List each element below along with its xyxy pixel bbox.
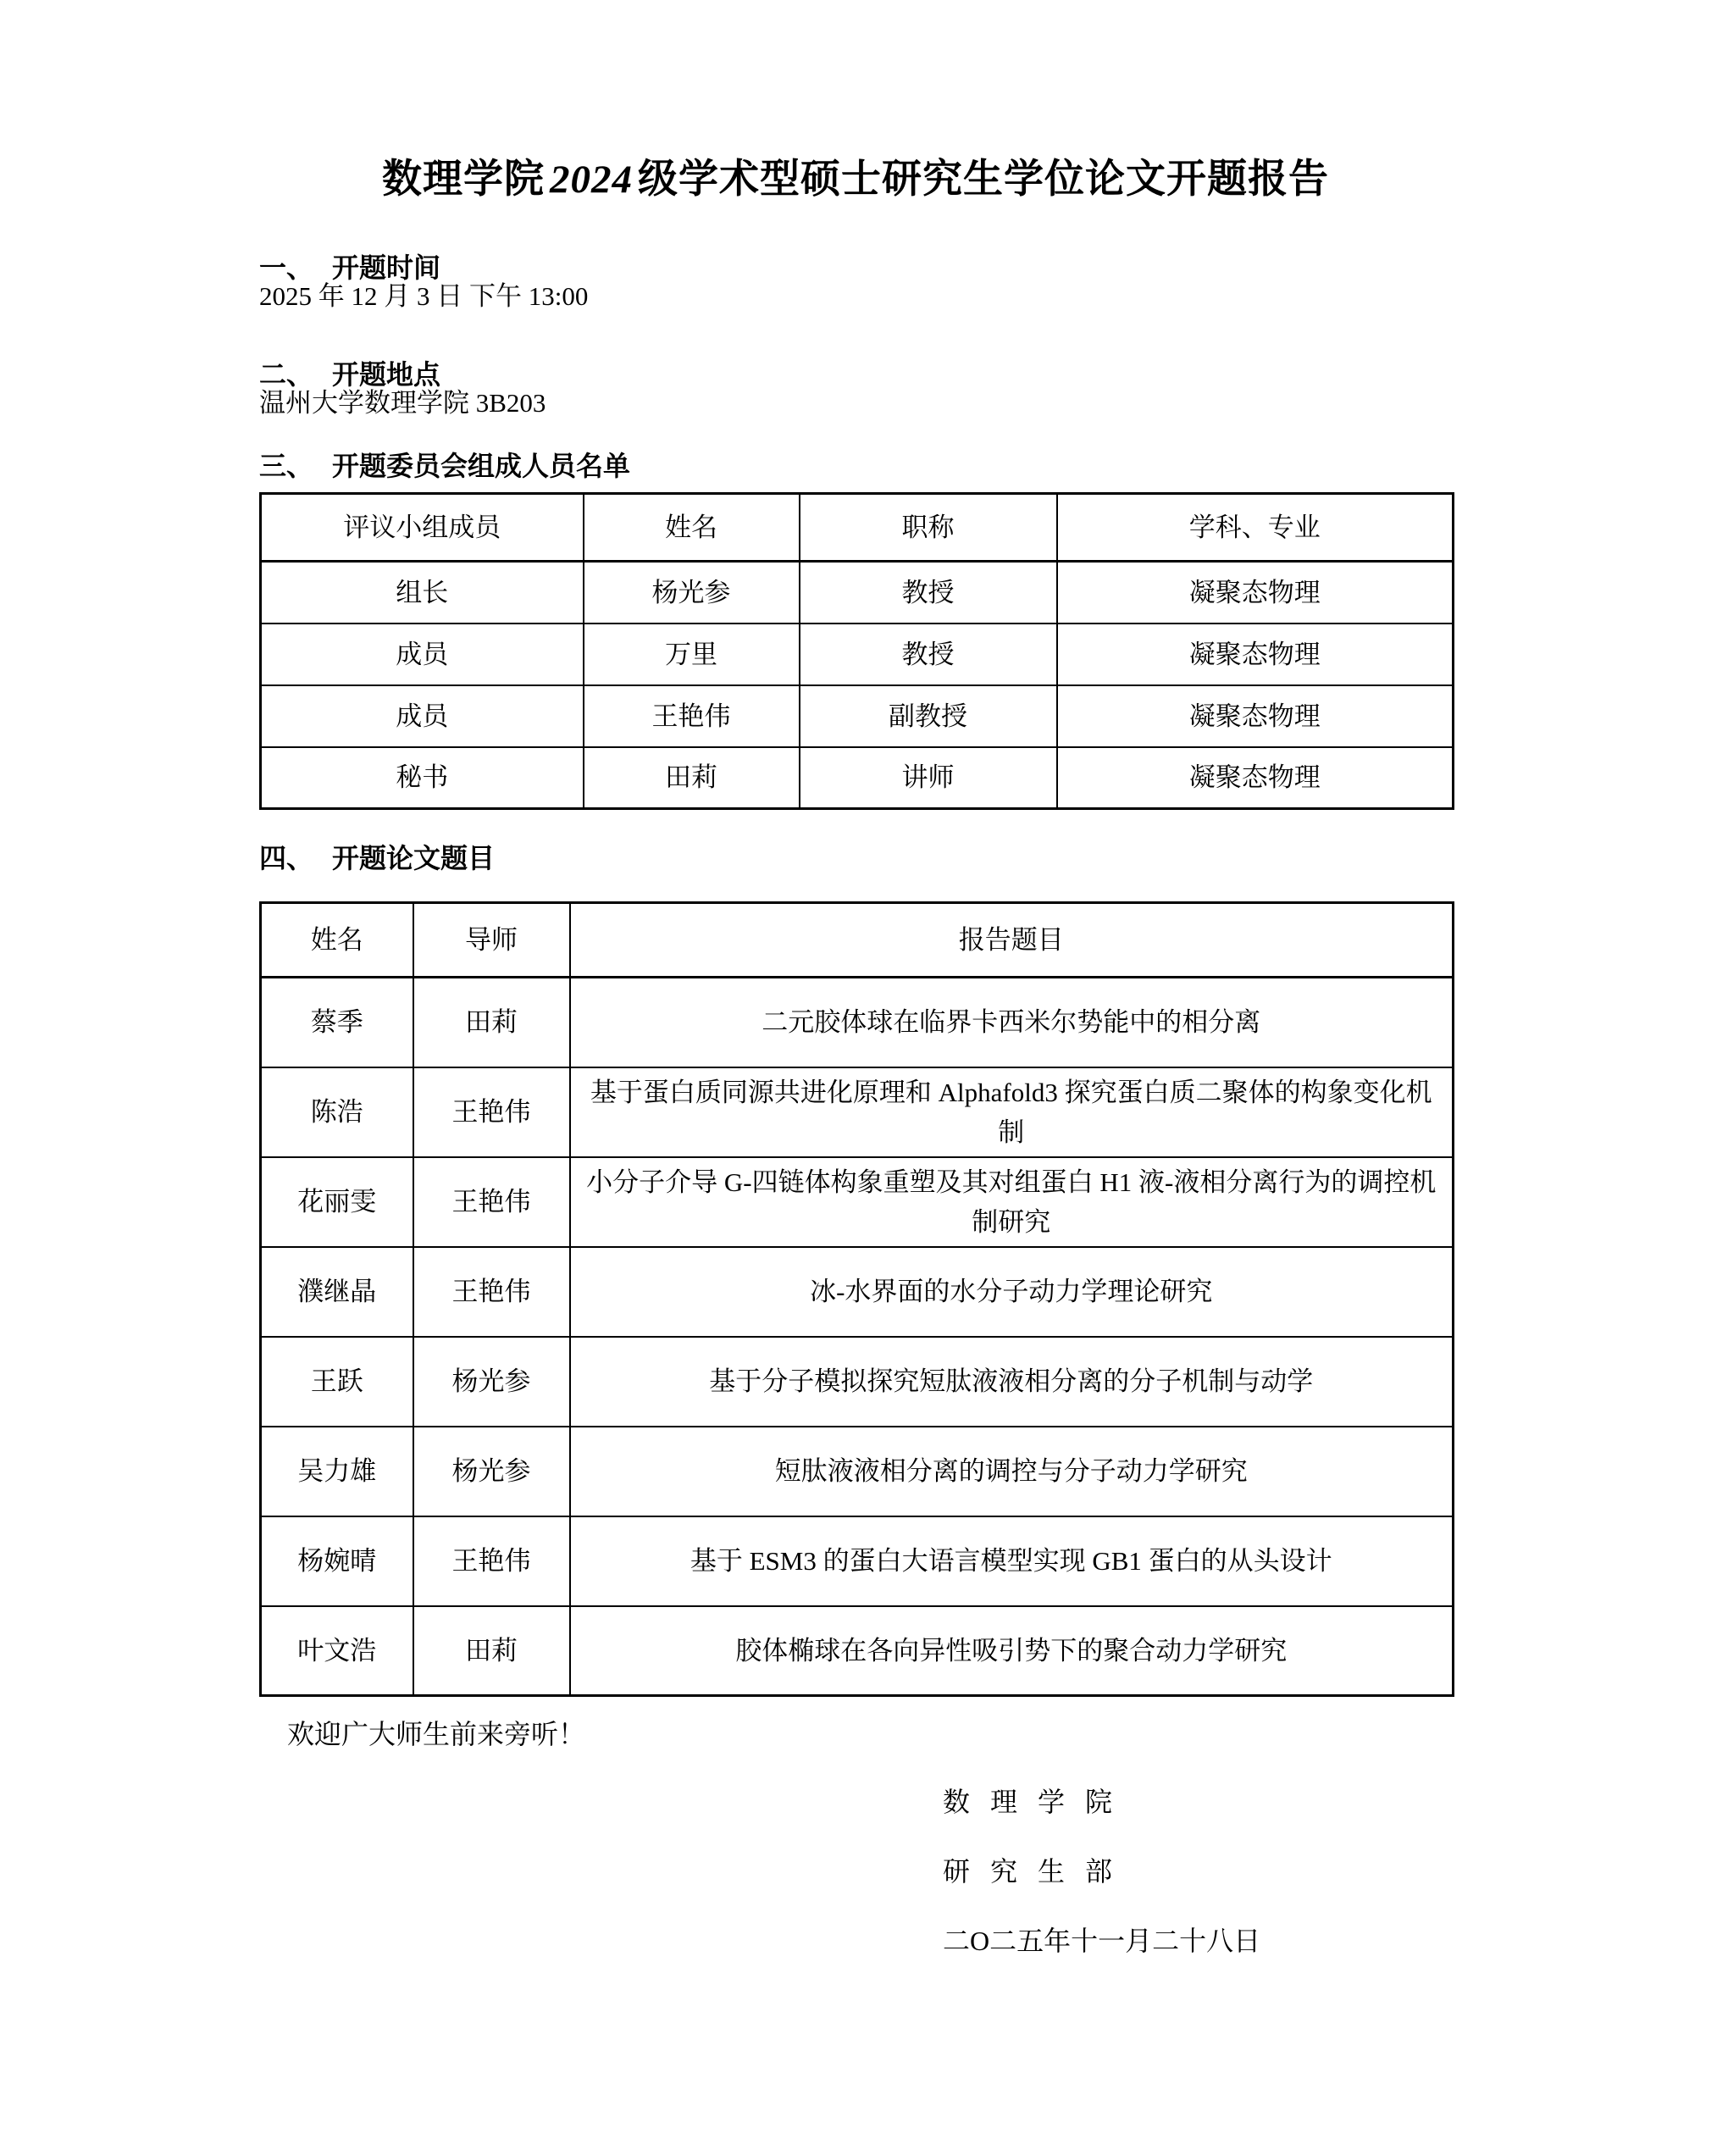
committee-row — [261, 624, 1454, 685]
cell-topic: 胶体椭球在各向异性吸引势下的聚合动力学研究 — [570, 1606, 1454, 1696]
signature-department: 研 究 生 部 — [943, 1856, 1120, 1887]
cell-student: 王跃 — [261, 1337, 413, 1427]
cell-topic: 冰-水界面的水分子动力学理论研究 — [570, 1247, 1454, 1337]
cell-title: 副教授 — [800, 685, 1057, 747]
cell-title: 教授 — [800, 562, 1057, 624]
proposal-location-text: 温州大学数理学院 3B203 — [259, 388, 546, 418]
thesis-row — [261, 1067, 1454, 1157]
cell-name: 杨光参 — [584, 562, 800, 624]
section-number-topics: 四、 — [259, 843, 314, 873]
cell-advisor: 田莉 — [413, 1606, 570, 1696]
thesis-row — [261, 1427, 1454, 1516]
section-label-topics: 开题论文题目 — [332, 843, 496, 873]
section-label-location: 开题地点 — [332, 359, 441, 390]
cell-discipline: 凝聚态物理 — [1057, 562, 1454, 624]
page-title — [259, 0, 1452, 206]
thesis-row — [261, 1247, 1454, 1337]
cell-advisor: 王艳伟 — [413, 1157, 570, 1247]
cell-advisor: 王艳伟 — [413, 1247, 570, 1337]
cell-advisor: 杨光参 — [413, 1427, 570, 1516]
cell-topic: 短肽液液相分离的调控与分子动力学研究 — [570, 1427, 1454, 1516]
cell-role: 成员 — [261, 685, 584, 747]
cell-advisor: 王艳伟 — [413, 1516, 570, 1606]
cell-student: 花丽雯 — [261, 1157, 413, 1247]
page-title-prefix: 数理学院 — [382, 156, 545, 201]
section-heading-committee — [259, 452, 1452, 480]
committee-col-name: 姓名 — [584, 494, 800, 562]
section-label-time: 开题时间 — [332, 252, 441, 283]
cell-name: 田莉 — [584, 747, 800, 809]
signature-date: 二O二五年十一月二十八日 — [943, 1926, 1261, 1956]
section-heading-topics — [259, 844, 1452, 873]
thesis-col-student: 姓名 — [261, 903, 413, 978]
thesis-row — [261, 1516, 1454, 1606]
cell-topic: 基于 ESM3 的蛋白大语言模型实现 GB1 蛋白的从头设计 — [570, 1516, 1454, 1606]
cell-topic: 二元胶体球在临界卡西米尔势能中的相分离 — [570, 978, 1454, 1067]
committee-row — [261, 685, 1454, 747]
cell-student: 杨婉晴 — [261, 1516, 413, 1606]
section-label-committee: 开题委员会组成人员名单 — [332, 451, 631, 481]
cell-student: 吴力雄 — [261, 1427, 413, 1516]
cell-student: 叶文浩 — [261, 1606, 413, 1696]
thesis-row — [261, 1157, 1454, 1247]
cell-name: 王艳伟 — [584, 685, 800, 747]
page-title-year: 2024 — [550, 158, 633, 202]
section-number-location: 二、 — [259, 359, 314, 390]
committee-table — [259, 492, 1454, 810]
committee-col-title: 职称 — [800, 494, 1057, 562]
thesis-col-advisor: 导师 — [413, 903, 570, 978]
thesis-row — [261, 1606, 1454, 1696]
cell-title: 讲师 — [800, 747, 1057, 809]
committee-col-role: 评议小组成员 — [261, 494, 584, 562]
thesis-row — [261, 1337, 1454, 1427]
thesis-header-row — [261, 903, 1454, 978]
thesis-topics-table — [259, 901, 1454, 1697]
proposal-time-text: 2025 年 12 月 3 日 下午 13:00 — [259, 281, 589, 311]
cell-role: 成员 — [261, 624, 584, 685]
page-title-suffix: 级学术型硕士研究生学位论文开题报告 — [638, 156, 1329, 201]
committee-row — [261, 747, 1454, 809]
cell-topic: 小分子介导 G-四链体构象重塑及其对组蛋白 H1 液-液相分离行为的调控机制研究 — [570, 1157, 1454, 1247]
signature-block — [943, 1787, 1452, 1956]
cell-advisor: 杨光参 — [413, 1337, 570, 1427]
cell-topic: 基于分子模拟探究短肽液液相分离的分子机制与动学 — [570, 1337, 1454, 1427]
thesis-row — [261, 978, 1454, 1067]
section-heading-time — [259, 253, 1452, 282]
cell-role: 组长 — [261, 562, 584, 624]
cell-title: 教授 — [800, 624, 1057, 685]
section-number-committee: 三、 — [259, 451, 314, 481]
cell-discipline: 凝聚态物理 — [1057, 747, 1454, 809]
cell-name: 万里 — [584, 624, 800, 685]
section-heading-location — [259, 360, 1452, 389]
signature-college: 数 理 学 院 — [943, 1787, 1120, 1817]
committee-col-discipline: 学科、专业 — [1057, 494, 1454, 562]
welcome-line: 欢迎广大师生前来旁听！ — [287, 1719, 586, 1749]
section-number-time: 一、 — [259, 252, 314, 283]
cell-discipline: 凝聚态物理 — [1057, 624, 1454, 685]
document-content — [259, 0, 1452, 1956]
cell-advisor: 田莉 — [413, 978, 570, 1067]
cell-topic: 基于蛋白质同源共进化原理和 Alphafold3 探究蛋白质二聚体的构象变化机制 — [570, 1067, 1454, 1157]
cell-discipline: 凝聚态物理 — [1057, 685, 1454, 747]
cell-advisor: 王艳伟 — [413, 1067, 570, 1157]
cell-student: 蔡季 — [261, 978, 413, 1067]
cell-student: 陈浩 — [261, 1067, 413, 1157]
cell-student: 濮继晶 — [261, 1247, 413, 1337]
committee-header-row — [261, 494, 1454, 562]
thesis-col-topic: 报告题目 — [570, 903, 1454, 978]
cell-role: 秘书 — [261, 747, 584, 809]
committee-row — [261, 562, 1454, 624]
